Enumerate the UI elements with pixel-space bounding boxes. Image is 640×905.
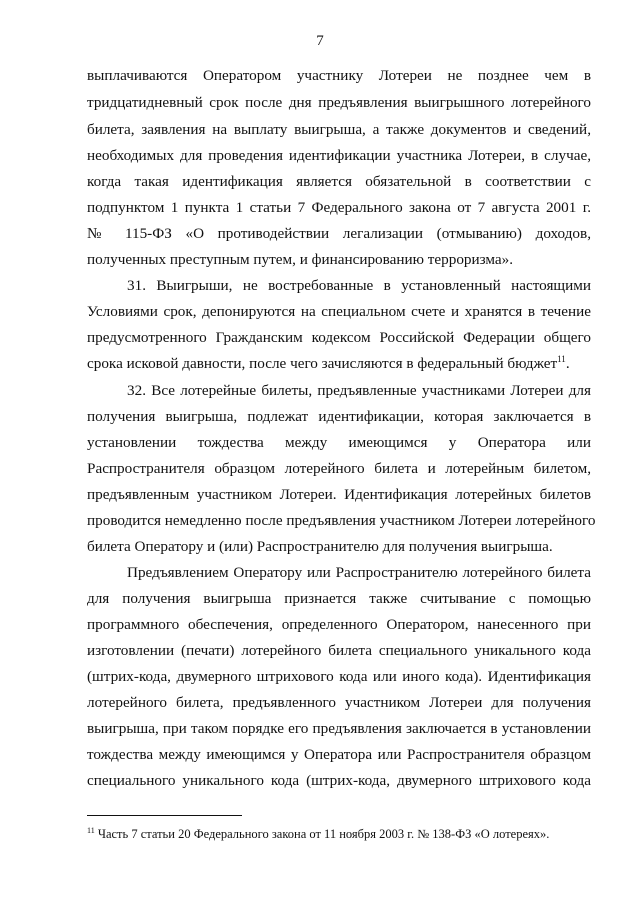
text-line: тождества между имеющимся у Оператора или Распространителя образцом: [87, 746, 591, 763]
text-line: 31. Выигрыши, не востребованные в установленный настоящими: [127, 277, 591, 294]
text-line: Предъявлением Оператору или Распространителю лотерейного билета: [127, 564, 591, 581]
text-line: тридцатидневный срок после дня предъявления выигрышного лотерейного: [87, 94, 591, 111]
text-line: изготовлении (печати) лотерейного билета специального уникального кода: [87, 642, 591, 659]
text-line: программного обеспечения, определенного Оператором, нанесенного при: [87, 616, 591, 633]
text-line: лотерейного билета, предъявленного участником Лотереи для получения: [87, 694, 591, 711]
footnote-reference-suffix: .: [565, 355, 570, 372]
text-line: необходимых для проведения идентификации участника Лотереи, в случае,: [87, 147, 591, 164]
footnote-marker: 11: [87, 825, 95, 835]
text-line: № 115-ФЗ «О противодействии легализации (отмыванию) доходов,: [87, 225, 591, 242]
text-line: когда такая идентификация является обязательной в соответствии с: [87, 173, 591, 190]
footnote-reference: 11: [557, 353, 566, 364]
text-line: выплачиваются Оператором участнику Лотереи не позднее чем в: [87, 67, 591, 84]
text-line: специального уникального кода (штрих-кода, двумерного штрихового кода: [87, 772, 591, 789]
page-number: 7: [316, 33, 324, 49]
text-line: Условиями срок, депонируются на специальном счете и хранятся в течение: [87, 303, 591, 320]
text-line: подпунктом 1 пункта 1 статьи 7 Федерального закона от 7 августа 2001 г.: [87, 199, 591, 216]
text-line: предусмотренного Гражданским кодексом Российской Федерации общего: [87, 329, 591, 346]
text-line-content: срока исковой давности, после чего зачисляются в федеральный бюджет: [87, 355, 558, 372]
text-line: 32. Все лотерейные билеты, предъявленные участниками Лотереи для: [127, 382, 591, 399]
text-line: для получения выигрыша признается также считывание с помощью: [87, 590, 591, 607]
text-line: билета Оператору и (или) Распространителю для получения выигрыша.: [87, 538, 553, 555]
footnote-text: Часть 7 статьи 20 Федерального закона от 11 ноября 2003 г. № 138-ФЗ «О лотереях».: [94, 827, 550, 841]
text-line: [87, 354, 591, 374]
text-line: (штрих-кода, двумерного штрихового кода или иного кода). Идентификация: [87, 668, 591, 685]
text-line: проводится немедленно после предъявления участником Лотереи лотерейного: [87, 512, 596, 529]
footnote: [87, 826, 549, 842]
text-line: билета, заявления на выплату выигрыша, а также документов и сведений,: [87, 121, 591, 138]
footnote-divider: [87, 815, 242, 816]
text-line: выигрыша, при таком порядке его предъявления заключается в установлении: [87, 720, 591, 737]
text-line: полученных преступным путем, и финансированию терроризма».: [87, 251, 514, 268]
text-line: установлении тождества между имеющимся у Оператора или: [87, 434, 591, 451]
text-line: Распространителя образцом лотерейного билета и лотерейным билетом,: [87, 460, 591, 477]
text-line: получения выигрыша, подлежат идентификации, которая заключается в: [87, 408, 591, 425]
text-line: предъявленным участником Лотереи. Идентификация лотерейных билетов: [87, 486, 591, 503]
